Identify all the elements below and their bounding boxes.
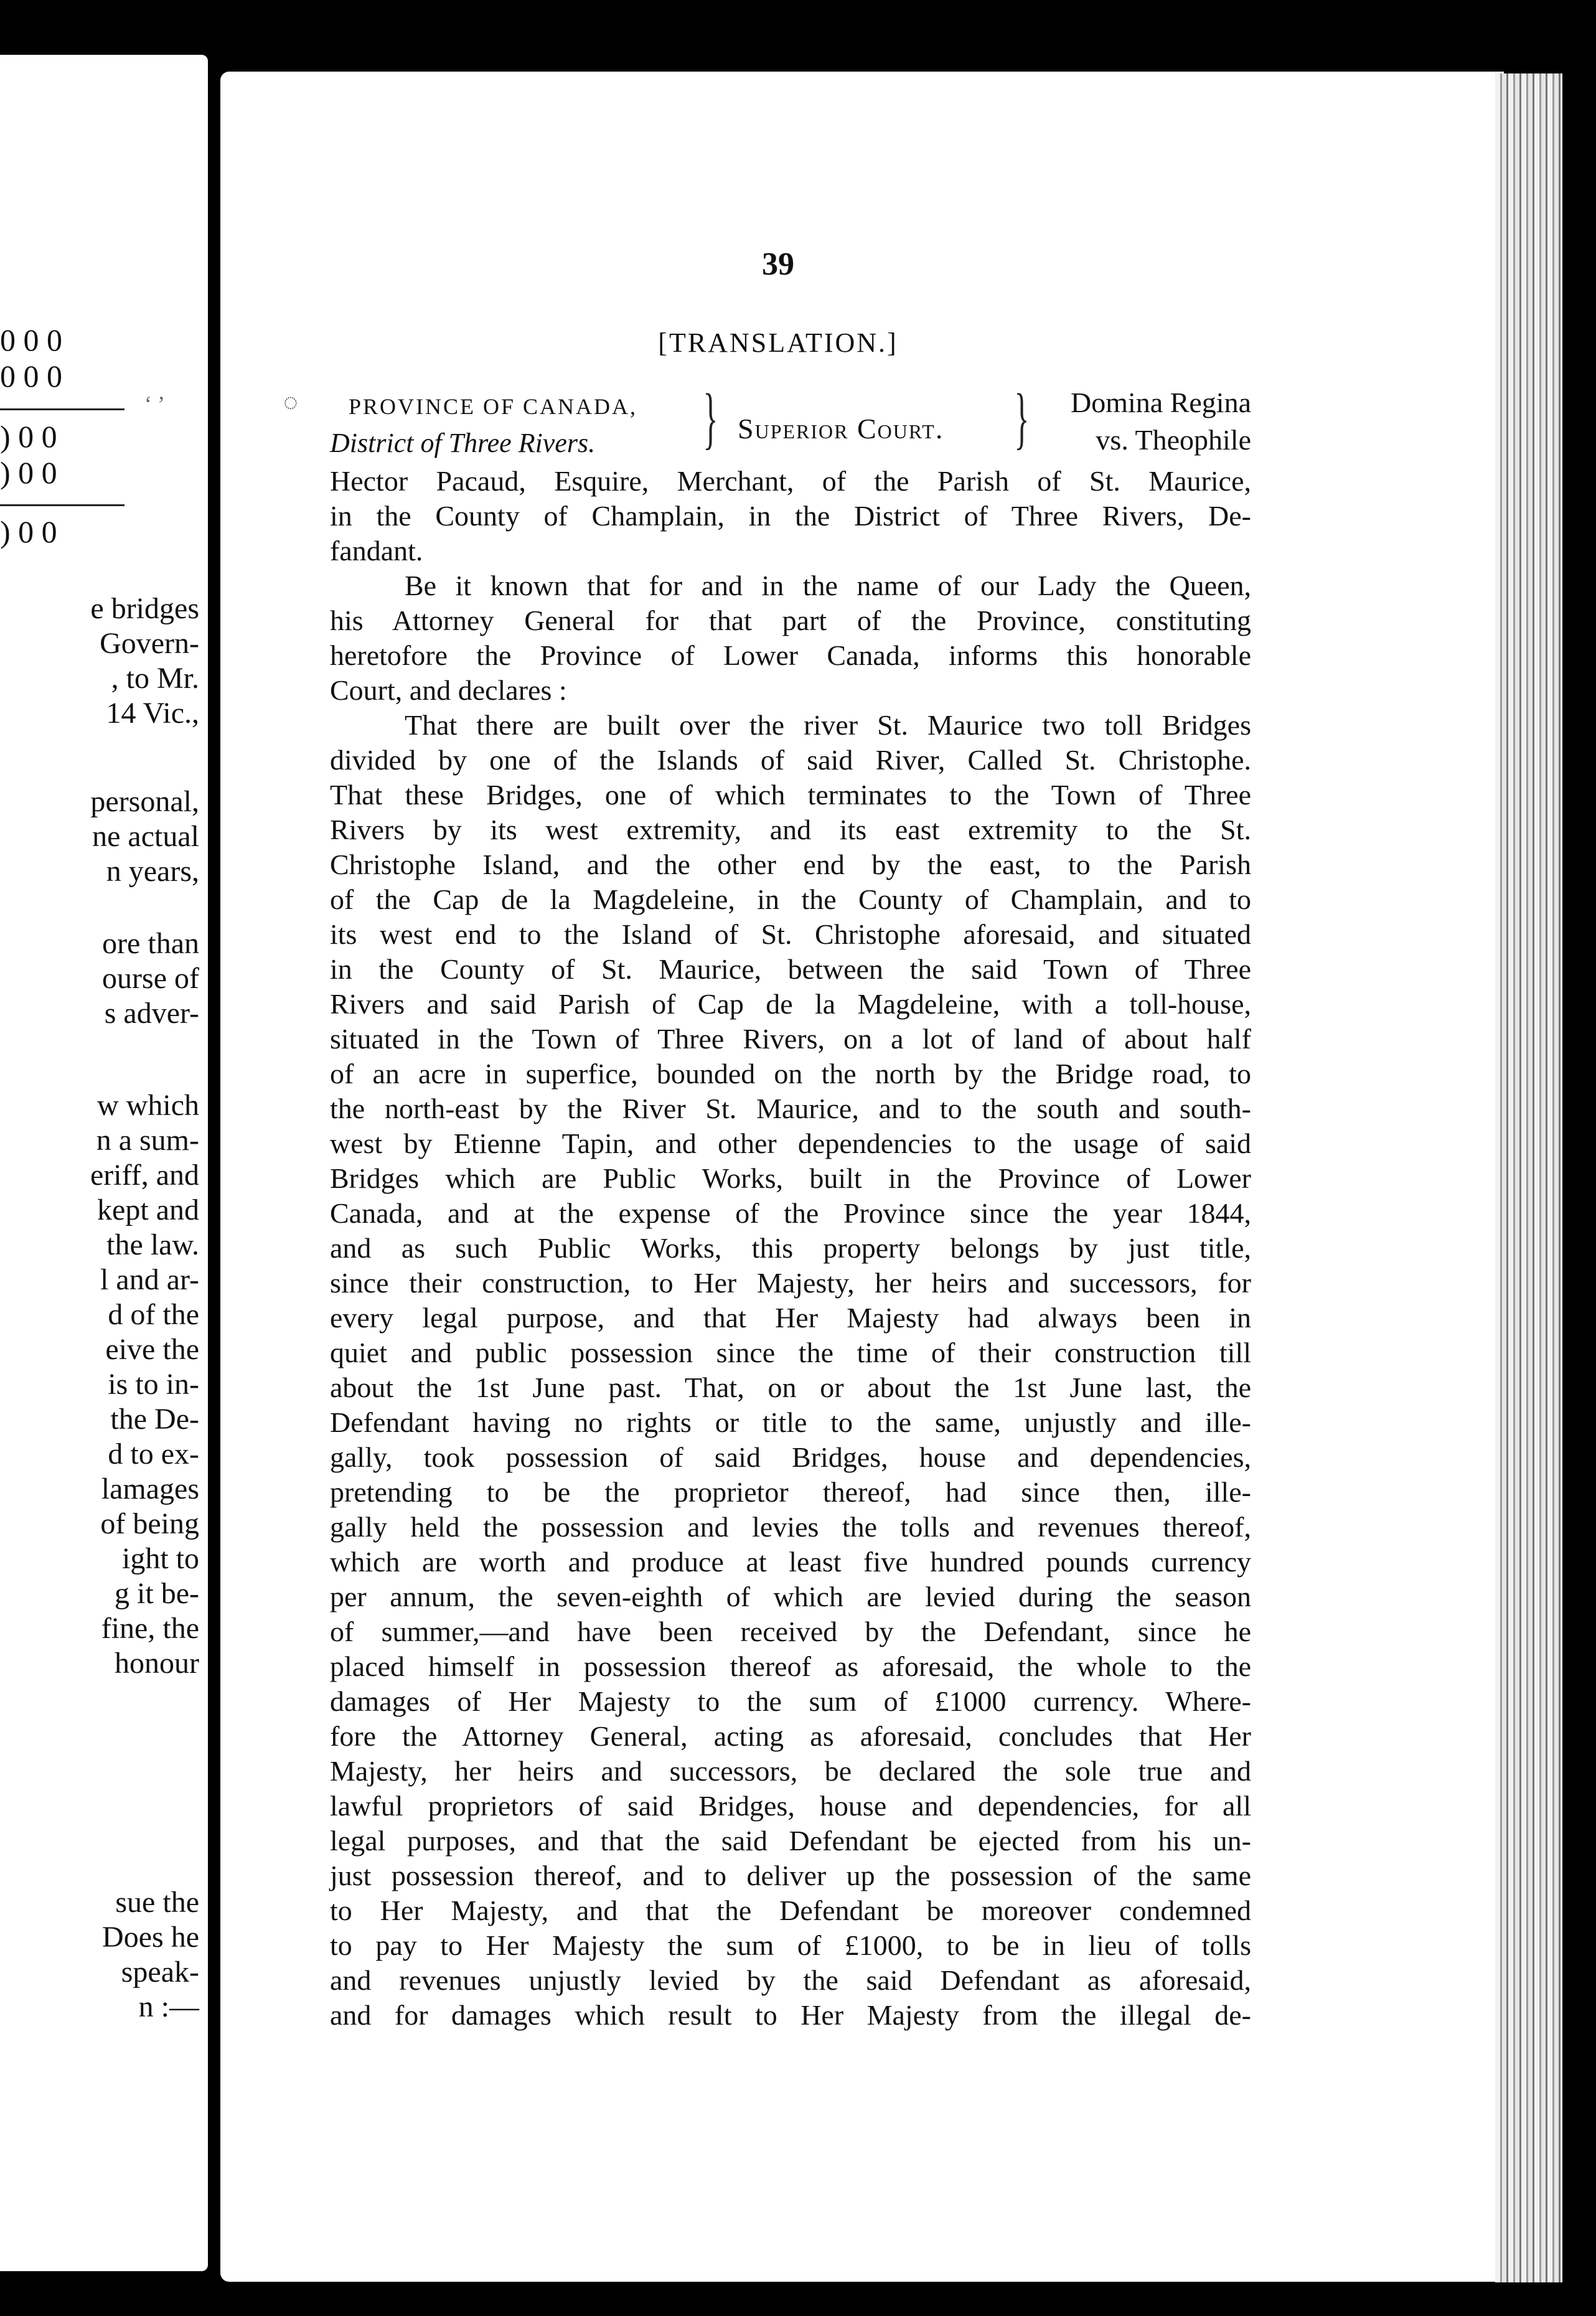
body-line: the north-east by the River St. Maurice, and to the south and south- xyxy=(330,1093,1251,1124)
body-line: legal purposes, and that the said Defendant be ejected from his un- xyxy=(330,1825,1251,1857)
body-line: situated in the Town of Three Rivers, on a lot of land of about half xyxy=(330,1023,1251,1055)
party-line-1: Domina Regina xyxy=(1071,387,1251,418)
body-line: Defendant having no rights or title to the same, unjustly and ille- xyxy=(330,1406,1251,1438)
left-text-line: the De- xyxy=(110,1403,199,1436)
body-line: That these Bridges, one of which terminates to the Town of Three xyxy=(330,779,1251,811)
left-text-line: ore than xyxy=(102,927,199,960)
left-text-line: d of the xyxy=(108,1298,199,1331)
body-line: just possession thereof, and to deliver up the possession of the same xyxy=(330,1860,1251,1891)
body-line: fandant. xyxy=(330,535,423,567)
body-line: his Attorney General for that part of the Province, constituting xyxy=(330,605,1251,636)
left-text-line: eriff, and xyxy=(90,1159,199,1192)
body-line: every legal purpose, and that Her Majesty had always been in xyxy=(330,1302,1251,1334)
left-text-line: fine, the xyxy=(101,1612,199,1645)
body-line: quiet and public possession since the time of their construction till xyxy=(330,1337,1251,1368)
left-text-line: honour xyxy=(115,1647,199,1680)
left-text-line: Govern- xyxy=(100,627,199,660)
body-line: gally, took possession of said Bridges, house and dependencies, xyxy=(330,1441,1251,1473)
body-line: and revenues unjustly levied by the said Defendant as aforesaid, xyxy=(330,1964,1251,1996)
left-number-row: ) 0 0 xyxy=(0,514,57,549)
body-line: and for damages which result to Her Majesty from the illegal de- xyxy=(330,1999,1251,2031)
body-line: of summer,—and have been received by the Defendant, since he xyxy=(330,1616,1251,1647)
body-line: That there are built over the river St. Maurice two toll Bridges xyxy=(405,709,1251,741)
province-label: PROVINCE OF CANADA, xyxy=(349,394,638,419)
left-rule xyxy=(0,408,124,410)
left-number-row: 0 0 0 xyxy=(0,322,62,357)
left-text-line: eive the xyxy=(105,1333,199,1366)
left-number-row: ) 0 0 xyxy=(0,455,57,490)
left-rule xyxy=(0,504,124,506)
left-text-line: ne actual xyxy=(92,820,199,853)
body-line: damages of Her Majesty to the sum of £1000 currency. Where- xyxy=(330,1685,1251,1717)
left-text-line: w which xyxy=(97,1089,199,1122)
body-line: which are worth and produce at least five hundred pounds currency xyxy=(330,1546,1251,1578)
left-text-line: of being xyxy=(100,1507,199,1540)
body-line: its west end to the Island of St. Christophe aforesaid, and situated xyxy=(330,918,1251,950)
body-line: of an acre in superfice, bounded on the north by the Bridge road, to xyxy=(330,1058,1251,1090)
body-line: Bridges which are Public Works, built in the Province of Lower xyxy=(330,1162,1251,1194)
left-text-line: ourse of xyxy=(102,962,199,995)
body-line: gally held the possession and levies the tolls and revenues thereof, xyxy=(330,1511,1251,1543)
body-line: Rivers by its west extremity, and its east extremity to the St. xyxy=(330,814,1251,845)
body-line: Rivers and said Parish of Cap de la Magdeleine, with a toll-house, xyxy=(330,988,1251,1020)
left-text-line: e bridges xyxy=(90,592,199,625)
page-edge-stack xyxy=(1495,73,1562,2282)
ink-mark: ‘ ’ xyxy=(144,392,165,417)
body-line: Hector Pacaud, Esquire, Merchant, of the Parish of St. Maurice, xyxy=(330,465,1251,497)
party-line-2: vs. Theophile xyxy=(1096,424,1251,456)
brace-left: } xyxy=(703,380,718,456)
body-line: in the County of Champlain, in the District of Three Rivers, De- xyxy=(330,500,1251,532)
left-text-line: is to in- xyxy=(108,1368,199,1401)
left-text-line: kept and xyxy=(97,1193,199,1226)
left-text-line: n a sum- xyxy=(96,1124,199,1157)
body-line: placed himself in possession thereof as aforesaid, the whole to the xyxy=(330,1650,1251,1682)
left-text-line: speak- xyxy=(121,1956,199,1989)
left-text-line: Does he xyxy=(102,1921,199,1954)
left-text-line: , to Mr. xyxy=(111,662,199,695)
ink-mark: ◌ xyxy=(283,388,298,416)
left-number-row: ) 0 0 xyxy=(0,419,57,454)
left-text-line: personal, xyxy=(90,785,199,818)
body-line: pretending to be the proprietor thereof, had since then, ille- xyxy=(330,1476,1251,1508)
left-text-line: n years, xyxy=(106,855,199,888)
body-line: lawful proprietors of said Bridges, house and dependencies, for all xyxy=(330,1790,1251,1822)
brace-right: } xyxy=(1014,380,1030,456)
left-text-line: lamages xyxy=(101,1472,199,1505)
translation-heading: [TRANSLATION.] xyxy=(658,327,898,358)
body-line: of the Cap de la Magdeleine, in the County of Champlain, and to xyxy=(330,883,1251,915)
court-label: Superior Court. xyxy=(738,413,944,445)
left-facing-page xyxy=(0,55,208,2271)
body-line: west by Etienne Tapin, and other dependencies to the usage of said xyxy=(330,1127,1251,1159)
body-line: to Her Majesty, and that the Defendant be moreover condemned xyxy=(330,1895,1251,1926)
body-line: since their construction, to Her Majesty, her heirs and successors, for xyxy=(330,1267,1251,1299)
page-number: 39 xyxy=(762,247,794,282)
body-line: to pay to Her Majesty the sum of £1000, to be in lieu of tolls xyxy=(330,1929,1251,1961)
body-line: Be it known that for and in the name of our Lady the Queen, xyxy=(405,570,1251,601)
left-text-line: n :— xyxy=(138,1990,199,2023)
left-text-line: l and ar- xyxy=(100,1263,199,1296)
left-text-line: sue the xyxy=(115,1886,199,1919)
body-line: Court, and declares : xyxy=(330,674,567,706)
case-header xyxy=(330,380,1251,461)
left-text-line: 14 Vic., xyxy=(106,697,199,730)
body-line: divided by one of the Islands of said River, Called St. Christophe. xyxy=(330,744,1251,776)
body-line: Majesty, her heirs and successors, be declared the sole true and xyxy=(330,1755,1251,1787)
body-line: fore the Attorney General, acting as aforesaid, concludes that Her xyxy=(330,1720,1251,1752)
left-text-line: d to ex- xyxy=(108,1438,199,1471)
left-number-row: 0 0 0 xyxy=(0,359,62,393)
left-text-line: s adver- xyxy=(104,997,199,1030)
body-line: per annum, the seven-eighth of which are levied during the season xyxy=(330,1581,1251,1612)
body-line: Christophe Island, and the other end by the east, to the Parish xyxy=(330,849,1251,880)
body-line: and as such Public Works, this property belongs by just title, xyxy=(330,1232,1251,1264)
body-line: about the 1st June past. That, on or about the 1st June last, the xyxy=(330,1372,1251,1403)
left-text-line: ight to xyxy=(121,1542,199,1575)
body-line: heretofore the Province of Lower Canada, informs this honorable xyxy=(330,639,1251,671)
body-line: Canada, and at the expense of the Province since the year 1844, xyxy=(330,1197,1251,1229)
district-label: District of Three Rivers. xyxy=(330,428,596,458)
left-text-line: g it be- xyxy=(115,1577,199,1610)
body-line: in the County of St. Maurice, between the said Town of Three xyxy=(330,953,1251,985)
left-text-line: the law. xyxy=(106,1228,199,1261)
